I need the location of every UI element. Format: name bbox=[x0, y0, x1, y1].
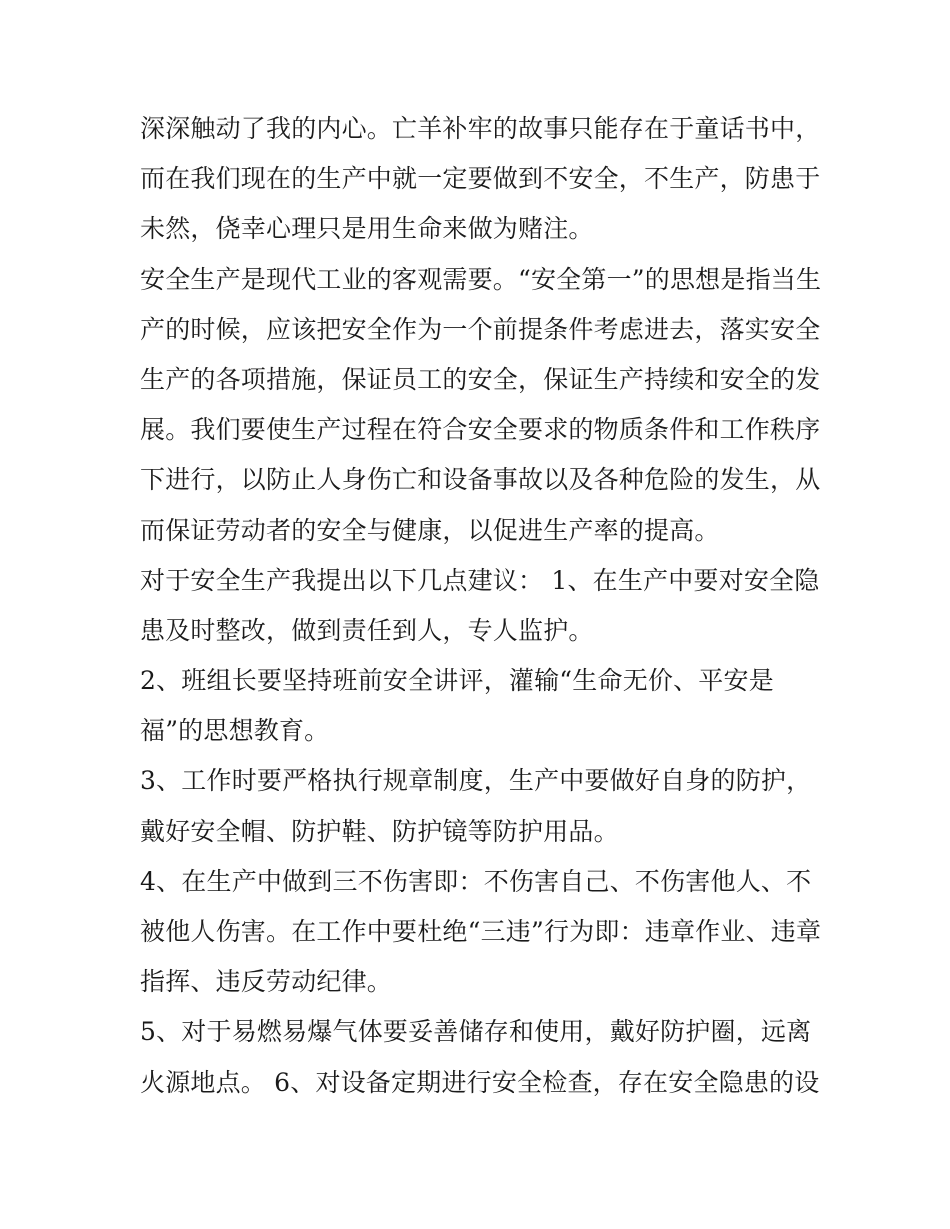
text-line: 5、对于易燃易爆气体要妥善储存和使用，戴好防护圈，远离 bbox=[140, 1017, 812, 1047]
text-line: 生产的各项措施，保证员工的安全，保证生产持续和安全的发 bbox=[140, 364, 821, 394]
text-line: 未然，侥幸心理只是用生命来做为赌注。 bbox=[140, 214, 594, 244]
text-line: 安全生产是现代工业的客观需要。“安全第一”的思想是指当生 bbox=[140, 264, 822, 294]
text-line: 4、在生产中做到三不伤害即：不伤害自己、不伤害他人、不 bbox=[140, 866, 812, 896]
text-line: 对于安全生产我提出以下几点建议： 1、在生产中要对安全隐 bbox=[140, 565, 820, 595]
text-line: 产的时候，应该把安全作为一个前提条件考虑进去，落实安全 bbox=[140, 314, 821, 344]
text-line: 被他人伤害。在工作中要杜绝“三违”行为即：违章作业、违章 bbox=[140, 917, 822, 946]
text-line: 而保证劳动者的安全与健康，以促进生产率的提高。 bbox=[140, 515, 720, 545]
text-line: 3、工作时要严格执行规章制度，生产中要做好自身的防护， bbox=[140, 766, 812, 796]
document-body bbox=[140, 104, 820, 1108]
text-line: 深深触动了我的内心。亡羊补牢的故事只能存在于童话书中， bbox=[140, 114, 821, 143]
text-line: 展。我们要使生产过程在符合安全要求的物质条件和工作秩序 bbox=[140, 415, 821, 445]
text-line: 患及时整改，做到责任到人，专人监护。 bbox=[140, 615, 594, 645]
text-line: 而在我们现在的生产中就一定要做到不安全，不生产，防患于 bbox=[140, 164, 821, 194]
text-line: 戴好安全帽、防护鞋、防护镜等防护用品。 bbox=[140, 816, 619, 846]
text-line: 福”的思想教育。 bbox=[140, 716, 330, 746]
text-line: 2、班组长要坚持班前安全讲评，灌输“生命无价、平安是 bbox=[140, 666, 774, 696]
text-line: 指挥、违反劳动纪律。 bbox=[140, 967, 393, 997]
text-line: 火源地点。 6、对设备定期进行安全检查，存在安全隐患的设 bbox=[140, 1067, 820, 1097]
text-line: 下进行，以防止人身伤亡和设备事故以及各种危险的发生，从 bbox=[140, 465, 821, 495]
